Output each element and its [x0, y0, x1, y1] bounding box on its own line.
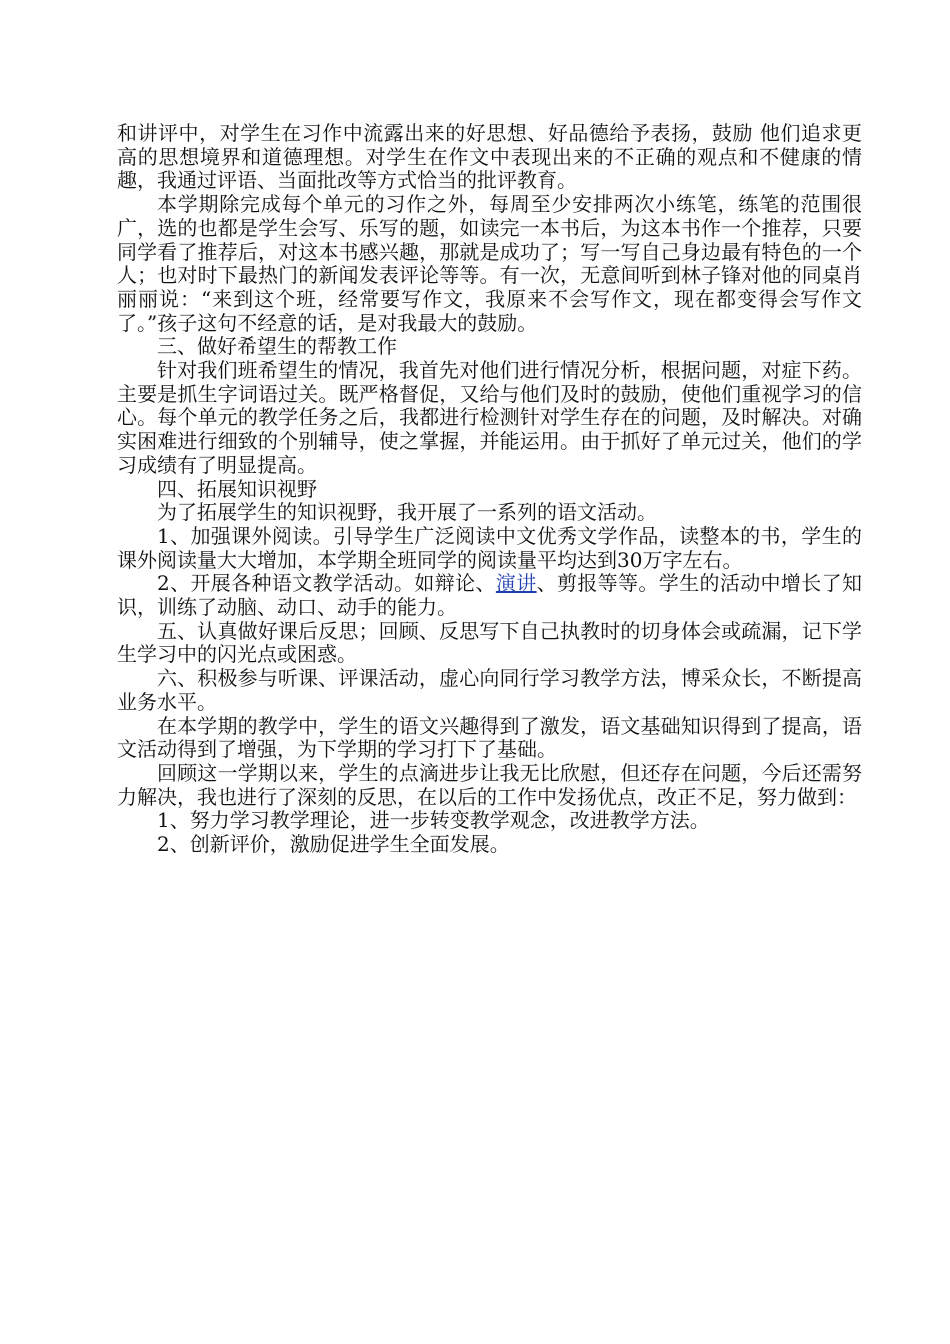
- section-heading-4: 四、拓展知识视野: [157, 476, 317, 501]
- paragraph-tutoring: 针对我们班希望生的情况，我首先对他们进行情况分析，根据问题，对症下药。主要是抓生字词语过关。既严格督促，又给与他们及时的鼓励，使他们重视学习的信心。每个单元的教学任务之后，我都进行检测针对学生存在的问题，及时解决。对确实困难进行细致的个别辅导，使之掌握，并能运用。由于抓好了单元过关，他们的学习成绩有了明显提高。: [117, 358, 862, 477]
- speech-link[interactable]: 演讲: [495, 571, 537, 596]
- section-heading-5: 五、认真做好课后反思；回顾、反思写下自己执教时的切身体会或疏漏，记下学生学习中的闪光点或困惑。: [117, 618, 862, 667]
- paragraph-activities-after: 、剪报等等。学生的活动中增长了知识，训练了动脑、动口、动手的能力。: [117, 571, 863, 620]
- paragraph-activities: [117, 572, 862, 619]
- paragraph-summary: 在本学期的教学中，学生的语文兴趣得到了激发，语文基础知识得到了提高，语文活动得到了增强，为下学期的学习打下了基础。: [117, 713, 862, 762]
- paragraph-practice-writing: 本学期除完成每个单元的习作之外，每周至少安排两次小练笔，练笔的范围很广，选的也都是学生会写、乐写的题，如读完一本书后，为这本书作一个推荐，只要同学看了推荐后，对这本书感兴趣，那就是成功了；写一写自己身边最有特色的一个人；也对时下最热门的新闻发表评论等等。有一次，无意间听到林子锋对他的同桌肖丽丽说：“来到这个班，经常要写作文，我原来不会写作文，现在都变得会写作文了。”孩子这句不经意的话，是对我最大的鼓励。: [117, 192, 862, 335]
- document-body: [117, 122, 862, 857]
- paragraph-activities-intro: 为了拓展学生的知识视野，我开展了一系列的语文活动。: [157, 500, 657, 525]
- paragraph-activities-before: 2、开展各种语文教学活动。如辩论、: [157, 571, 496, 596]
- section-heading-3: 三、做好希望生的帮教工作: [157, 334, 397, 359]
- goal-item-1: 1、努力学习教学理论，进一步转变教学观念，改进教学方法。: [157, 808, 710, 833]
- paragraph-reflection: 回顾这一学期以来，学生的点滴进步让我无比欣慰，但还存在问题，今后还需努力解决，我也进行了深刻的反思，在以后的工作中发扬优点，改正不足，努力做到：: [117, 760, 862, 809]
- paragraph-continuation: 和讲评中，对学生在习作中流露出来的好思想、好品德给予表扬，鼓励 他们追求更高的思想境界和道德理想。对学生在作文中表现出来的不正确的观点和不健康的情趣，我通过评语、当面批改等方式恰当的批评教育。: [117, 121, 862, 193]
- paragraph-reading: 1、加强课外阅读。引导学生广泛阅读中文优秀文学作品，读整本的书，学生的课外阅读量大大增加，本学期全班同学的阅读量平均达到30万字左右。: [117, 523, 862, 572]
- goal-item-2: 2、创新评价，激励促进学生全面发展。: [157, 832, 510, 857]
- section-heading-6: 六、积极参与听课、评课活动，虚心向同行学习教学方法，博采众长，不断提高业务水平。: [117, 666, 862, 714]
